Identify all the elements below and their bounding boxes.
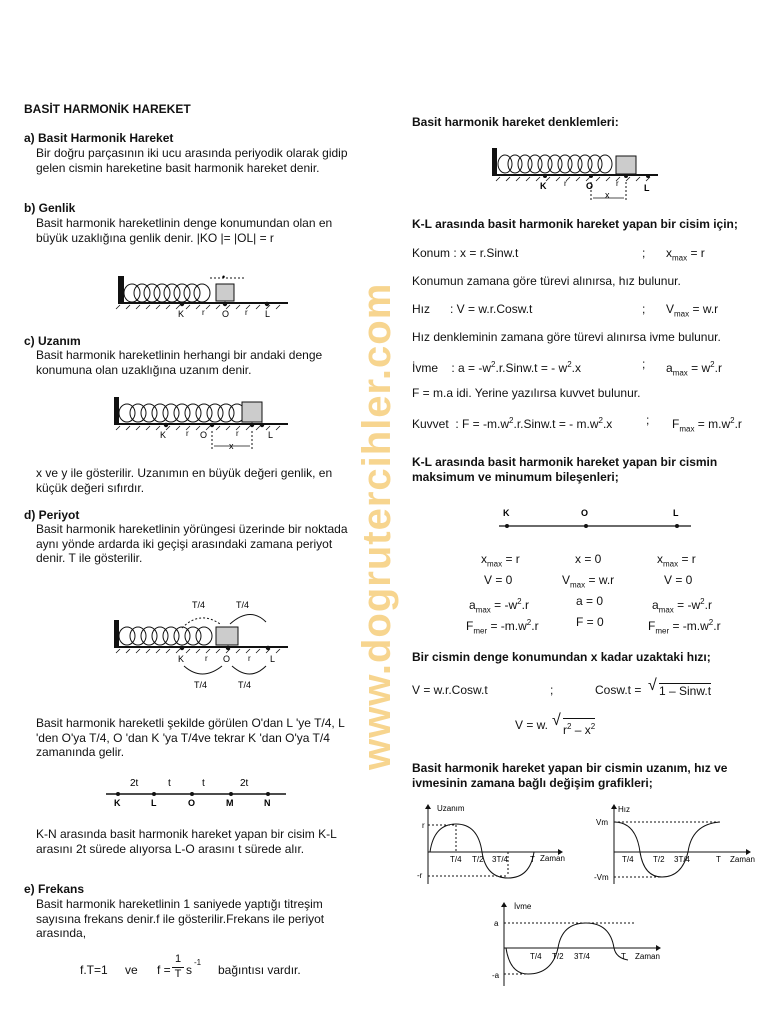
k-a: $a_{max} = -w^2.r$ [469,597,529,615]
page-title: BASİT HARMONİK HAREKET [24,102,191,116]
spring-diagram-amplitude [110,268,290,324]
label-r: r [202,308,205,317]
k-v: V = 0 [484,573,513,587]
eq-v: V = w.r.Cosw.t [412,683,488,697]
spring-diagram-period [110,594,290,694]
graph-acceleration [488,898,668,988]
title-uzanim: Uzanım [437,804,465,813]
label-r: r [205,654,208,663]
section-c-heading: c) Uzanım [24,334,81,348]
tick-3T4: 3T/4 [574,952,591,961]
equations-heading: Basit harmonik hareket denklemleri: [412,115,619,129]
label-r2: r [616,179,619,188]
sep5: ; [550,683,554,697]
section-c-text2: x ve y ile gösterilir. Uzanımın en büyük değeri genlik, en küçük değeri sıfırdır. [36,466,333,495]
label-neg-vm: -Vm [594,873,609,882]
kl-heading: K-L arasında basit harmonik hareket yapan bir cisim için; [412,217,738,231]
tick-T2: T/2 [472,855,484,864]
eq-konum-max: $x_{max} = r$ [666,246,705,263]
spring-diagram-displacement [110,393,290,455]
label-r2: r [245,308,248,317]
label-K: K [178,309,185,319]
tick-T2: T/2 [653,855,665,864]
label-zaman: Zaman [730,855,755,864]
l-a: $a_{max} = -w^2.r$ [652,597,712,615]
label-O: O [200,430,208,440]
graph-displacement [412,800,572,890]
label-N: N [264,798,271,808]
sqrt-symbol-1: √ [648,677,657,694]
label-L: L [270,654,276,664]
sqrt-symbol-2: √ [552,712,561,729]
label-zaman: Zaman [635,952,660,961]
label-t-a: t [168,778,171,789]
label-neg-r: -r [417,871,423,880]
label-O: O [223,654,231,664]
label-r2: r [248,654,251,663]
tick-T: T [621,952,626,961]
label-O: O [581,508,589,518]
tick-T4: T/4 [450,855,462,864]
section-d-text2: Basit harmonik hareketli şekilde görülen O'dan L 'ye T/4, L 'den O'ya T/4, O 'dan K 'ya T/4ve tekrar K 'dan O'ya T/4 zamanında gelir. [36,716,345,759]
graphs-heading: Basit harmonik hareket yapan bir cismin uzanım, hız ve ivmesinin zamana bağlı değişim grafikleri; [412,761,728,790]
title-hiz: Hız [618,805,630,814]
fma-text: F = m.a idi. Yerine yazılırsa kuvvet bulunur. [412,386,641,400]
eq-v2: V = w. [515,718,549,732]
section-c-text: Basit harmonik hareketlinin herhangi bir andaki denge konumuna olan uzaklığına uzanım denir. [36,348,323,377]
label-a: a [494,919,499,928]
eq-ivme: İvme : $a = -w^2.r.Sinw.t$ = - $w^2.x$ [412,360,581,375]
eq-ivme-max: $a_{max} = w^2.r$ [666,360,722,378]
k-x: $x_{max} = r$ [481,552,520,569]
watermark: www.dogrutercihler.com [355,282,399,770]
sep4: ; [646,413,650,427]
graph-velocity [592,800,757,890]
label-K: K [540,181,547,191]
tick-T4: T/4 [622,855,634,864]
label-L: L [644,183,650,193]
l-v: V = 0 [664,573,693,587]
o-x: x = 0 [575,552,602,566]
label-L: L [268,430,274,440]
l-x: $x_{max} = r$ [657,552,696,569]
k-f: $F_{mer} = -m.w^2.r$ [466,618,539,636]
label-O: O [188,798,196,808]
label-T4-bot1: T/4 [194,680,208,690]
sep1: ; [642,246,646,260]
formula-tail: bağıntısı vardır. [218,963,301,977]
formula-f-eq: f = [157,963,171,977]
number-line-KOL [495,506,695,532]
tick-T: T [716,855,721,864]
label-x: x [605,190,610,200]
label-r: r [186,429,189,438]
label-T4-bot2: T/4 [238,680,252,690]
spring-diagram-equations [490,144,660,204]
section-b-heading: b) Genlik [24,201,76,215]
label-L: L [673,508,679,518]
section-b-text: Basit harmonik hareketlinin denge konumundan olan en büyük uzaklığına genlik denir. |KO |= |OL| = r [36,216,333,245]
section-d-heading: d) Periyot [24,508,80,522]
turev-text1: Konumun zamana göre türevi alınırsa, hız bulunur. [412,274,681,288]
formula-denominator: T [174,968,182,980]
eq-kuvvet-max: $F_{max} = m.w^2.r$ [672,416,742,434]
label-K: K [178,654,185,664]
formula-exp: -1 [194,958,202,967]
tick-T2: T/2 [552,952,564,961]
label-x: x [229,441,234,451]
velocity-heading: Bir cismin denge konumundan x kadar uzaktaki hızı; [412,650,711,664]
eq-hiz-max: $V_{max} = w.r$ [666,302,719,319]
label-2t-b: 2t [240,778,249,789]
sqrt-content-1: 1 – Sinw.t [659,684,712,698]
formula-numerator: 1 [174,953,182,965]
eq-cos: Cosw.t = [595,683,642,697]
label-K: K [114,798,121,808]
label-T4-top2: T/4 [236,600,250,610]
title-ivme: İvme [514,902,532,911]
maxmin-heading: K-L arasında basit harmonik hareket yapan bir cismin maksimum ve minumum bileşenleri; [412,455,718,484]
label-dot: • [222,272,226,282]
label-r2: r [236,429,239,438]
formula-fT: f.T=1 [80,963,108,977]
label-L: L [151,798,157,808]
number-line-KLOMN [100,774,290,810]
eq-hiz: Hız : V = w.r.Cosw.t [412,302,533,316]
tick-T4: T/4 [530,952,542,961]
o-f: F = 0 [576,615,604,629]
eq-konum: Konum : x = r.Sinw.t [412,246,519,260]
label-L: L [265,309,271,319]
sep2: ; [642,302,646,316]
label-K: K [503,508,510,518]
label-O: O [586,181,594,191]
tick-3T4: 3T/4 [492,855,509,864]
formula-s: s [186,963,192,977]
label-vm: Vm [596,818,608,827]
section-a-heading: a) Basit Harmonik Hareket [24,131,174,145]
label-neg-a: -a [492,971,500,980]
tick-3T4: 3T/4 [674,855,691,864]
section-e-heading: e) Frekans [24,882,85,896]
label-K: K [160,430,167,440]
sep3: ; [642,357,646,371]
label-O: O [222,309,230,319]
label-2t-a: 2t [130,778,139,789]
sqrt-content-2: $r^2 - x^2$ [563,718,595,738]
label-M: M [226,798,234,808]
turev-text2: Hız denkleminin zamana göre türevi alınırsa ivme bulunur. [412,330,721,344]
section-d-text3: K-N arasında basit harmonik hareket yapan bir cisim K-L arasını 2t sürede alıyorsa L-O arasını t sürede alır. [36,827,337,856]
label-r: r [422,821,425,830]
label-t-b: t [202,778,205,789]
l-f: $F_{mer} = -m.w^2.r$ [648,618,721,636]
label-r: r [564,179,567,188]
tick-T: T [530,855,535,864]
o-a: a = 0 [576,594,604,608]
section-a-text: Bir doğru parçasının iki ucu arasında periyodik olarak gidip gelen cismin hareketine basit harmonik hareket denir. [36,146,348,175]
label-zaman: Zaman [540,854,565,863]
formula-ve: ve [125,963,138,977]
section-e-text: Basit harmonik hareketlinin 1 saniyede yaptığı titreşim sayısına frekans denir.f ile gösterilir.Frekans ile periyot arasında, [36,897,325,940]
eq-kuvvet: Kuvvet : $F = -m.w^2.r.Sinw.t$ = - $m.w^2.x$ [412,416,613,431]
o-v: $V_{max} = w.r$ [562,573,615,590]
section-d-text: Basit harmonik hareketlinin yörüngesi üzerinde bir noktada aynı yönde ardarda iki geçişi arasındaki zamana periyot denir. T ile gösterilir. [36,522,348,565]
label-T4-top1: T/4 [192,600,206,610]
